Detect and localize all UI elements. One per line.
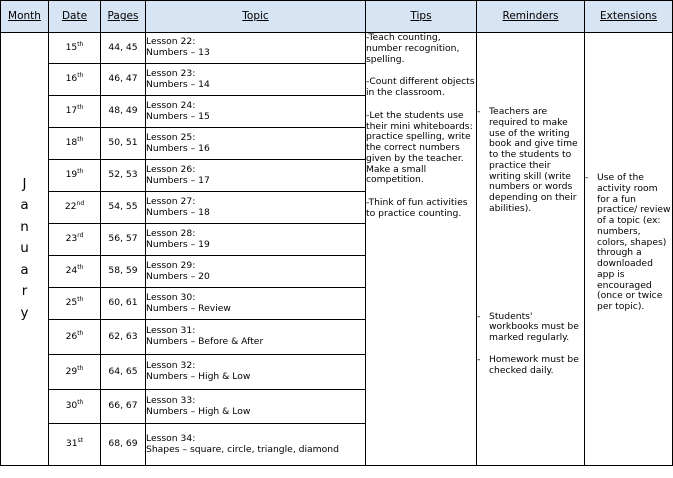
reminder-item: - Students' workbooks must be marked regularly. <box>477 312 584 344</box>
lesson-number: Lesson 28: <box>146 227 196 239</box>
date-day: 17 <box>65 105 78 117</box>
topic-cell <box>146 256 366 288</box>
table-row <box>1 33 673 64</box>
lesson-number: Lesson 26: <box>146 163 196 175</box>
date-cell <box>49 355 101 390</box>
pages-cell: 56, 57 <box>101 224 146 256</box>
header-reminders: Reminders <box>477 1 585 33</box>
date-day: 30 <box>65 400 78 412</box>
reminders-cell <box>477 33 585 466</box>
lesson-topic: Numbers – High & Low <box>146 371 251 382</box>
reminder-text: Homework must be checked daily. <box>489 353 579 376</box>
pages-cell: 44, 45 <box>101 33 146 64</box>
lesson-topic: Numbers – High & Low <box>146 405 251 417</box>
pages-cell: 58, 59 <box>101 256 146 288</box>
lesson-number: Lesson 33: <box>146 394 196 406</box>
date-suffix: th <box>77 40 84 48</box>
month-letter: y <box>20 304 29 321</box>
topic-cell <box>146 288 366 320</box>
pages-cell: 68, 69 <box>101 424 146 466</box>
reminder-item: - Homework must be checked daily. <box>477 355 584 377</box>
date-day: 19 <box>65 169 78 181</box>
lesson-topic: Numbers – 18 <box>146 206 210 218</box>
date-day: 25 <box>65 297 78 309</box>
date-suffix: th <box>77 264 84 272</box>
pages-cell: 64, 65 <box>101 355 146 390</box>
date-day: 24 <box>65 265 78 277</box>
lesson-topic: Numbers – 19 <box>146 238 210 250</box>
date-cell <box>49 256 101 288</box>
date-day: 26 <box>65 330 78 342</box>
lesson-topic: Numbers – Review <box>146 302 231 314</box>
lesson-number: Lesson 23: <box>146 67 196 79</box>
extensions-cell <box>585 33 673 466</box>
date-suffix: th <box>77 72 84 80</box>
date-day: 29 <box>65 365 78 377</box>
month-letter: a <box>20 197 29 214</box>
reminder-text: Teachers are required to make use of the writing book and give time to the students to practice their writing skill (write numbers or words depending on their abilities). <box>489 106 578 214</box>
topic-cell <box>146 128 366 160</box>
date-cell <box>49 192 101 224</box>
date-suffix: th <box>77 104 84 112</box>
pages-cell: 48, 49 <box>101 96 146 128</box>
lesson-topic: Numbers – 13 <box>146 47 210 58</box>
lesson-number: Lesson 31: <box>146 325 196 337</box>
date-day: 16 <box>65 73 78 85</box>
extension-item: - Use of the activity room for a fun practice/ review of a topic (ex: numbers, colors, shapes) through a downloaded app is encouraged (once or twice per topic). <box>585 172 671 313</box>
date-cell <box>49 390 101 424</box>
topic-cell <box>146 33 366 64</box>
tip-item: -Think of fun activities to practice counting. <box>366 197 468 219</box>
date-suffix: th <box>77 329 84 337</box>
header-date: Date <box>49 1 101 33</box>
topic-cell <box>146 424 366 466</box>
pages-cell: 66, 67 <box>101 390 146 424</box>
lesson-topic: Shapes – square, circle, triangle, diamond <box>146 443 339 455</box>
topic-cell <box>146 160 366 192</box>
date-day: 23 <box>65 233 78 245</box>
date-day: 15 <box>65 41 78 53</box>
date-day: 22 <box>64 201 77 213</box>
lesson-topic: Numbers – Before & After <box>146 336 264 347</box>
date-cell <box>49 160 101 192</box>
header-month: Month <box>1 1 49 33</box>
date-suffix: th <box>77 168 84 176</box>
lesson-number: Lesson 25: <box>146 131 196 143</box>
topic-cell <box>146 390 366 424</box>
date-day: 31 <box>65 438 78 450</box>
lesson-number: Lesson 27: <box>146 195 196 207</box>
lesson-topic: Numbers – 16 <box>146 142 210 154</box>
pages-cell: 54, 55 <box>101 192 146 224</box>
date-suffix: st <box>77 437 84 445</box>
lesson-topic: Numbers – 17 <box>146 174 210 186</box>
reminder-item: - Teachers are required to make use of the writing book and give time to the students to practice their writing skill (write numbers or words depending on their abilities). <box>477 107 584 215</box>
date-cell <box>49 33 101 64</box>
lesson-number: Lesson 29: <box>146 259 196 271</box>
header-extensions: Extensions <box>585 1 673 33</box>
pages-cell: 50, 51 <box>101 128 146 160</box>
date-suffix: rd <box>77 232 84 240</box>
month-cell <box>1 33 49 466</box>
topic-cell <box>146 224 366 256</box>
lesson-number: Lesson 32: <box>146 360 196 372</box>
date-suffix: th <box>77 364 84 372</box>
month-letter: a <box>20 261 29 278</box>
header-topic: Topic <box>146 1 366 33</box>
topic-cell <box>146 96 366 128</box>
tip-item: -Count different objects in the classroom. <box>366 76 475 99</box>
header-row <box>1 1 673 33</box>
date-cell <box>49 288 101 320</box>
header-pages: Pages <box>101 1 146 33</box>
date-cell <box>49 96 101 128</box>
tips-cell <box>366 33 477 466</box>
month-letter: J <box>22 175 27 192</box>
date-suffix: nd <box>76 200 85 208</box>
date-suffix: th <box>77 296 84 304</box>
pages-cell: 60, 61 <box>101 288 146 320</box>
month-letter: r <box>21 283 28 300</box>
tip-item: -Teach counting, number recognition, spelling. <box>366 32 460 65</box>
lesson-topic: Numbers – 15 <box>146 110 210 122</box>
date-cell <box>49 64 101 96</box>
lesson-number: Lesson 30: <box>146 291 196 303</box>
lesson-number: Lesson 34: <box>146 432 196 444</box>
reminder-text: Students' workbooks must be marked regularly. <box>489 310 579 344</box>
topic-cell <box>146 320 366 355</box>
month-letter: n <box>20 218 29 235</box>
lesson-number: Lesson 24: <box>146 99 196 111</box>
lesson-topic: Numbers – 14 <box>146 78 210 90</box>
pages-cell: 62, 63 <box>101 320 146 355</box>
lesson-number: Lesson 22: <box>146 36 196 48</box>
pages-cell: 52, 53 <box>101 160 146 192</box>
topic-cell <box>146 64 366 96</box>
date-cell <box>49 424 101 466</box>
date-suffix: th <box>77 136 84 144</box>
lesson-topic: Numbers – 20 <box>146 270 210 282</box>
topic-cell <box>146 192 366 224</box>
date-cell <box>49 320 101 355</box>
date-suffix: th <box>77 399 84 407</box>
date-cell <box>49 224 101 256</box>
topic-cell <box>146 355 366 390</box>
date-cell <box>49 128 101 160</box>
month-letter: u <box>20 240 29 257</box>
tip-item: -Let the students use their mini whiteboards: practice spelling, write the correct numbers given by the teacher. Make a small competition. <box>366 109 473 186</box>
date-day: 18 <box>65 137 78 149</box>
pages-cell: 46, 47 <box>101 64 146 96</box>
extension-text: Use of the activity room for a fun practice/ review of a topic (ex: numbers, colors, shapes) through a downloaded app is encouraged (once or twice per topic). <box>597 172 671 313</box>
header-tips: Tips <box>366 1 477 33</box>
